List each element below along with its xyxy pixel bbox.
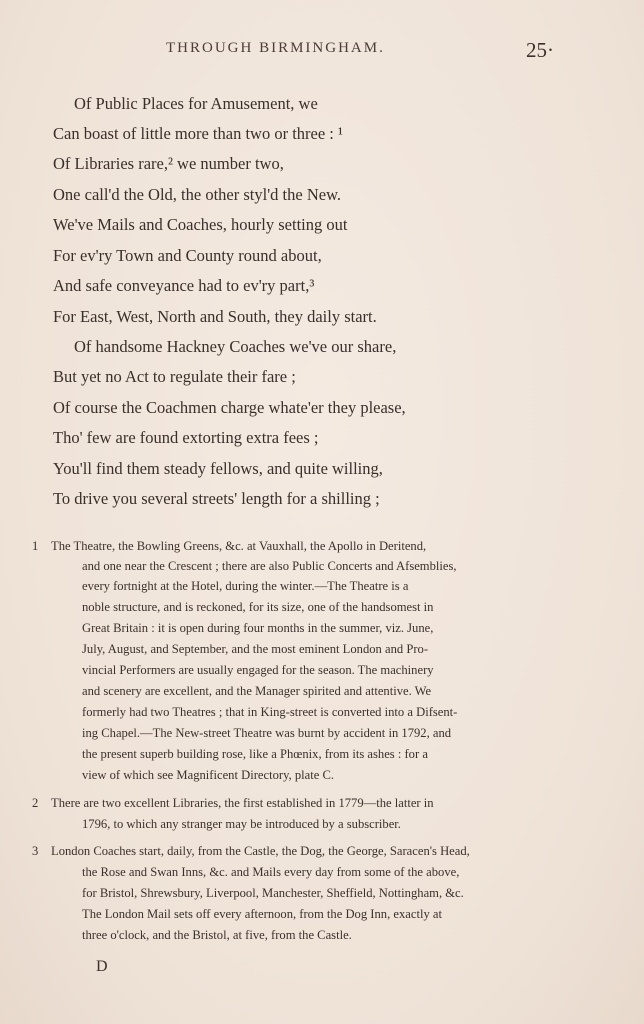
poem-line: Of Libraries rare,² we number two, bbox=[53, 154, 284, 173]
footnote-marker bbox=[32, 795, 38, 811]
poem-line: Of Public Places for Amusement, we bbox=[74, 94, 318, 113]
running-title: THROUGH BIRMINGHAM. bbox=[166, 40, 385, 56]
footnote-line: London Coaches start, daily, from the Castle, the Dog, the George, Saracen's Head, bbox=[51, 844, 470, 858]
footnote-number: 2 bbox=[32, 796, 39, 810]
footnote-line: noble structure, and is reckoned, for its size, one of the handsomest in bbox=[82, 600, 434, 614]
poem-line: Tho' few are found extorting extra fees ; bbox=[53, 428, 319, 447]
footnote-line: The London Mail sets off every afternoon, from the Dog Inn, exactly at bbox=[82, 907, 442, 921]
footnote-line: three o'clock, and the Bristol, at five, from the Castle. bbox=[82, 928, 352, 942]
footnote-number: 1 bbox=[32, 539, 39, 553]
signature-mark: D bbox=[96, 958, 108, 975]
footnote-line: the present superb building rose, like a Phœnix, from its ashes : for a bbox=[82, 747, 428, 761]
poem-line: To drive you several streets' length for a shilling ; bbox=[53, 489, 380, 508]
poem-line: For ev'ry Town and County round about, bbox=[53, 246, 322, 265]
footnote-line: There are two excellent Libraries, the first established in 1779—the latter in bbox=[51, 796, 434, 810]
footnote-line: ing Chapel.—The New-street Theatre was burnt by accident in 1792, and bbox=[82, 726, 452, 740]
poem-line: One call'd the Old, the other styl'd the New. bbox=[53, 185, 342, 204]
footnote-number: 3 bbox=[32, 844, 39, 858]
footnote-line: and scenery are excellent, and the Manager spirited and attentive. We bbox=[82, 684, 432, 698]
poem-line: For East, West, North and South, they daily start. bbox=[53, 307, 377, 326]
footnote-line: formerly had two Theatres ; that in King-street is converted into a Difsent- bbox=[82, 705, 458, 719]
footnote-line: for Bristol, Shrewsbury, Liverpool, Manchester, Sheffield, Nottingham, &c. bbox=[82, 886, 464, 900]
footnote-marker bbox=[32, 538, 38, 554]
footnote-line: Great Britain : it is open during four months in the summer, viz. June, bbox=[82, 621, 434, 635]
footnote-line: and one near the Crescent ; there are also Public Concerts and Afsemblies, bbox=[82, 559, 457, 573]
poem-line: You'll find them steady fellows, and quite willing, bbox=[53, 459, 383, 478]
poem-line: Of handsome Hackney Coaches we've our share, bbox=[74, 337, 397, 356]
poem-line: Of course the Coachmen charge whate'er they please, bbox=[53, 398, 406, 417]
page-number: 25· bbox=[526, 38, 554, 62]
footnote-line: every fortnight at the Hotel, during the winter.—The Theatre is a bbox=[82, 579, 409, 593]
poem-line: Can boast of little more than two or three : ¹ bbox=[53, 124, 343, 143]
footnote-line: 1796, to which any stranger may be introduced by a subscriber. bbox=[82, 817, 401, 831]
footnote-line: vincial Performers are usually engaged for the season. The machinery bbox=[82, 663, 434, 677]
footnote-line: The Theatre, the Bowling Greens, &c. at Vauxhall, the Apollo in Deritend, bbox=[51, 539, 427, 553]
poem-line: We've Mails and Coaches, hourly setting out bbox=[53, 215, 348, 234]
footnote-line: the Rose and Swan Inns, &c. and Mails every day from some of the above, bbox=[82, 865, 460, 879]
footnote-line: view of which see Magnificent Directory, plate C. bbox=[82, 768, 335, 782]
footnote-marker bbox=[32, 843, 38, 859]
footnote-line: July, August, and September, and the most eminent London and Pro- bbox=[82, 642, 429, 656]
poem-line: But yet no Act to regulate their fare ; bbox=[53, 367, 296, 386]
poem-line: And safe conveyance had to ev'ry part,³ bbox=[53, 276, 315, 295]
